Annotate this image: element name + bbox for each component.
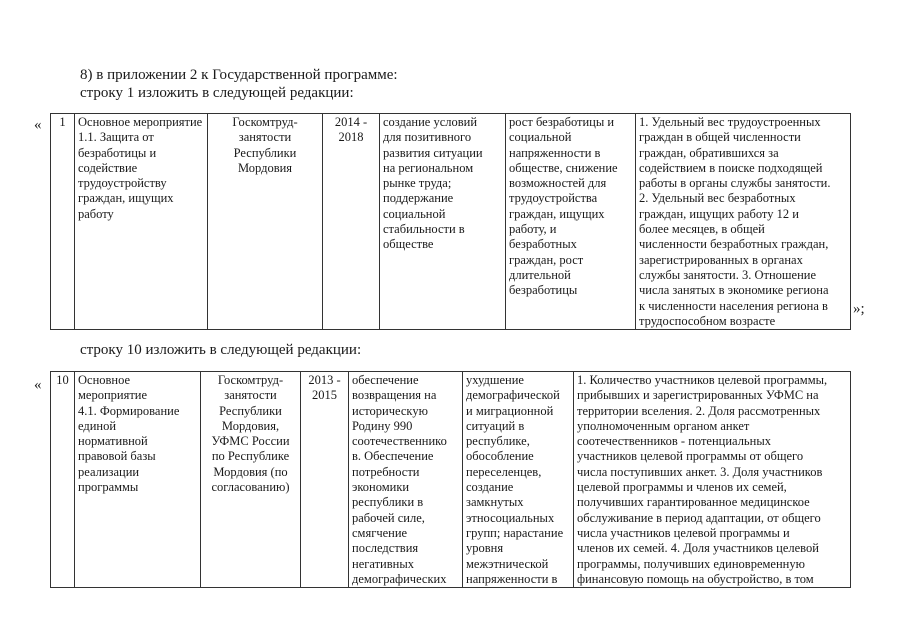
event-cell: Основное мероприятие 4.1. Формирование единой нормативной правовой базы реализации программы xyxy=(75,372,201,588)
result-cell: обеспечение возвращения на историческую Родину 990 соотечественнико в. Обеспечение потребности экономики республики в рабочей силе, смягчение последствия негативных демографических xyxy=(349,372,463,588)
intro-line-2: строку 1 изложить в следующей редакции: xyxy=(80,85,354,101)
program-table-row-1 xyxy=(50,113,851,330)
consequences-cell: рост безработицы и социальной напряженности в обществе, снижение возможностей для трудоустройства граждан, ищущих работу, и безработных граждан, рост длительной безработицы xyxy=(506,114,636,330)
period-cell: 2013 - 2015 xyxy=(301,372,349,588)
open-quote-2: « xyxy=(34,377,42,393)
table-row xyxy=(51,114,851,330)
executor-cell: Госкомтруд- занятости Республики Мордовия xyxy=(208,114,323,330)
row-number-cell: 10 xyxy=(51,372,75,588)
indicators-cell: 1. Количество участников целевой программы, прибывших и зарегистрированных УФМС на территории вселения. 2. Доля рассмотренных уполномоченным органом анкет соотечественников - потенциальных участников целевой программы от общего числа поступивших анкет. 3. Доля участников целевой программы и членов их семей, получивших гарантированное медицинское обслуживание в период адаптации, от общего числа участников целевой программы и членов их семей. 4. Доля участников целевой программы, получивших единовременную финансовую помощь на обустройство, в том xyxy=(574,372,851,588)
open-quote-1: « xyxy=(34,117,42,133)
event-cell: Основное мероприятие 1.1. Защита от безработицы и содействие трудоустройству граждан, ищущих работу xyxy=(75,114,208,330)
indicators-cell: 1. Удельный вес трудоустроенных граждан в общей численности граждан, обратившихся за содействием в поиске подходящей работы в органы службы занятости. 2. Удельный вес безработных граждан, ищущих работу 12 и более месяцев, в общей численности безработных граждан, зарегистрированных в органах службы занятости. 3. Отношение числа занятых в экономике региона к численности населения региона в трудоспособном возрасте xyxy=(636,114,851,330)
consequences-cell: ухудшение демографической и миграционной ситуаций в республике, обособление переселенцев, создание замкнутых этносоциальных групп; нарастание уровня межэтнической напряженности в xyxy=(463,372,574,588)
period-cell: 2014 - 2018 xyxy=(323,114,380,330)
executor-cell: Госкомтруд- занятости Республики Мордовия, УФМС России по Республике Мордовия (по согласованию) xyxy=(201,372,301,588)
row-number-cell: 1 xyxy=(51,114,75,330)
mid-instruction-line: строку 10 изложить в следующей редакции: xyxy=(80,342,362,358)
program-table-row-10 xyxy=(50,371,851,588)
close-quote: »; xyxy=(853,301,865,317)
table-row xyxy=(51,372,851,588)
result-cell: создание условий для позитивного развития ситуации на региональном рынке труда; поддержание социальной стабильности в обществе xyxy=(380,114,506,330)
intro-line-1: 8) в приложении 2 к Государственной программе: xyxy=(80,67,398,83)
